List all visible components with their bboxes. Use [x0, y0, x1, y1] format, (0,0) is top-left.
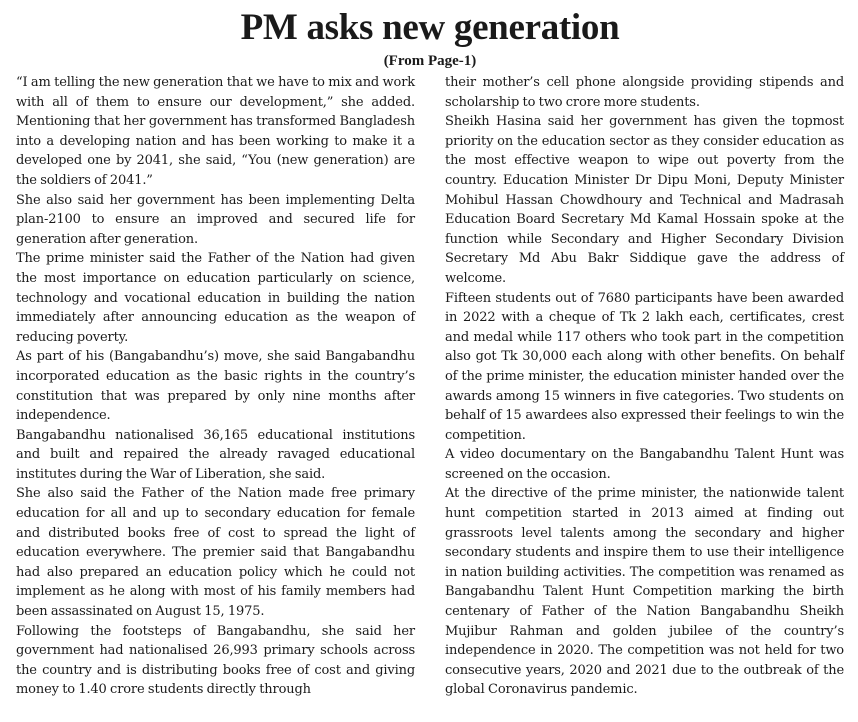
headline: PM asks new generation — [240, 7, 620, 48]
article-body — [16, 73, 844, 700]
paragraph: A video documentary on the Bangabandhu Talent Hunt was screened on the occasion. — [445, 447, 844, 482]
right-column — [445, 73, 844, 700]
paragraph: “I am telling the new generation that we have to mix and work with all of them to ensure our development,” she added. Mentioning that her government has transformed Bangladesh into a developing nation and has been working to make it a developed one by 2041, she said, “You (new generation) are the soldiers of 2041.” — [16, 75, 415, 188]
paragraph: She also said the Father of the Nation made free primary education for all and up to secondary education for female and distributed books free of cost to spread the light of education everywhere. The premier said that Bangabandhu had also prepared an education policy which he could not implement as he along with most of his family members had been assassinated on August 15, 1975. — [16, 486, 415, 620]
paragraph: At the directive of the prime minister, the nationwide talent hunt competition started in 2013 aimed at finding out grassroots level talents among the secondary and higher secondary students and inspire them to use their intelligence in nation building activities. The competition was renamed as Bangabandhu Talent Hunt Competition marking the birth centenary of Father of the Nation Bangabandhu Sheikh Mujibur Rahman and golden jubilee of the country’s independence in 2020. The competition was not held for two consecutive years, 2020 and 2021 due to the outbreak of the global Coronavirus pandemic. — [445, 486, 844, 698]
paragraph: She also said her government has been implementing Delta plan-2100 to ensure an improved and secured life for generation after generation. — [16, 192, 415, 247]
continuation-note: (From Page-1) — [383, 53, 477, 69]
left-column — [16, 73, 415, 700]
paragraph: Bangabandhu nationalised 36,165 educational institutions and built and repaired the already ravaged educational institutes during the War of Liberation, she said. — [16, 427, 415, 482]
paragraph: Fifteen students out of 7680 participants have been awarded in 2022 with a cheque of Tk 2 lakh each, certificates, crest and medal while 117 others who took part in the competition also got Tk 30,000 each along with other benefits. On behalf of the prime minister, the education minister handed over the awards among 15 winners in five categories. Two students on behalf of 15 awardees also expressed their feelings to win the competition. — [445, 290, 844, 443]
paragraph: As part of his (Bangabandhu’s) move, she said Bangabandhu incorporated education as the basic rights in the country’s constitution that was prepared by only nine months after independence. — [16, 349, 415, 424]
paragraph: Sheikh Hasina said her government has given the topmost priority on the education sector as they consider education as the most effective weapon to wipe out poverty from the country. Education Minister Dr Dipu Moni, Deputy Minister Mohibul Hassan Chowdhoury and Technical and Madrasah Education Board Secretary Md Kamal Hossain spoke at the function while Secondary and Higher Secondary Division Secretary Md Abu Bakr Siddique gave the address of welcome. — [445, 114, 844, 286]
paragraph: their mother’s cell phone alongside providing stipends and scholarship to two crore more students. — [445, 75, 844, 110]
paragraph: The prime minister said the Father of the Nation had given the most importance on education particularly on science, technology and vocational education in building the nation immediately after announcing education as the weapon of reducing poverty. — [16, 251, 415, 345]
paragraph: Following the footsteps of Bangabandhu, she said her government had nationalised 26,993 primary schools across the country and is distributing books free of cost and giving money to 1.40 crore students directly through — [16, 623, 415, 698]
